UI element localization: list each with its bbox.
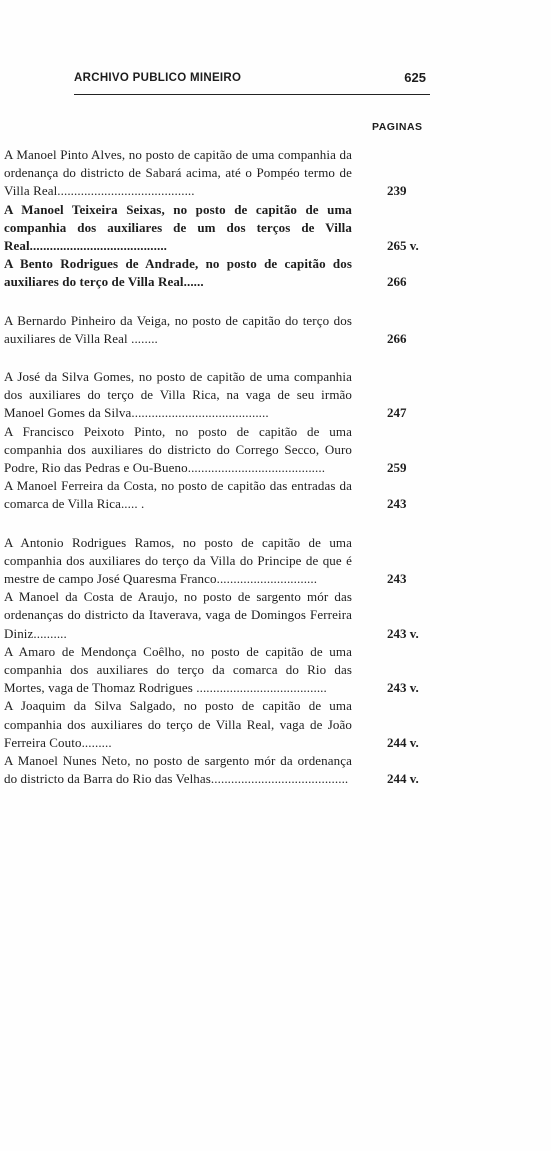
entry-page: 243 v. (387, 680, 419, 696)
index-entry (4, 423, 444, 478)
entry-page: 265 v. (387, 238, 419, 254)
page-number: 625 (404, 70, 426, 85)
header-rule (74, 94, 430, 95)
index-entry (4, 255, 444, 291)
entry-page: 243 (387, 571, 407, 587)
entry-page: 243 v. (387, 625, 419, 641)
running-header (74, 68, 430, 90)
entry-page: 266 (387, 330, 407, 346)
entry-text: A Bernardo Pinheiro da Veiga, no posto de capitão do terço dos auxiliares de Villa Real ........ (4, 312, 352, 346)
entry-text: A Manoel Nunes Neto, no posto de sargento mór da ordenança do districto da Barra do Rio das Velhas......................................... (4, 753, 352, 787)
pages-column-heading: PAGINAS (372, 121, 423, 133)
entry-page: 243 (387, 496, 407, 512)
entry-page: 266 (387, 274, 407, 290)
journal-title: ARCHIVO PUBLICO MINEIRO (74, 72, 242, 84)
index-entry (4, 312, 444, 348)
index-entries (0, 146, 440, 789)
entry-text: A Francisco Peixoto Pinto, no posto de capitão de uma companhia dos auxiliares do districto do Corrego Secco, Ouro Podre, Rio das Pedras e Ou-Bueno......................................... (4, 423, 352, 476)
entry-page: 244 v. (387, 734, 419, 750)
entry-text: A Manoel Teixeira Seixas, no posto de capitão de uma companhia dos auxiliares de um dos terços de Villa Real......................................... (4, 201, 352, 254)
entry-text: A José da Silva Gomes, no posto de capitão de uma companhia dos auxiliares do terço de Villa Rica, na vaga de seu irmão Manoel Gomes da Silva......................................... (4, 369, 352, 421)
index-entry (4, 477, 444, 513)
entry-text: A Joaquim da Silva Salgado, no posto de capitão de uma companhia dos auxiliares do terço de Villa Real, vaga de João Ferreira Couto......... (4, 698, 352, 750)
entry-page: 244 v. (387, 771, 419, 787)
entry-text: A Bento Rodrigues de Andrade, no posto de capitão dos auxiliares do terço de Villa Real...... (4, 256, 352, 290)
entry-page: 239 (387, 183, 407, 199)
index-entry (4, 588, 444, 643)
entry-text: A Antonio Rodrigues Ramos, no posto de capitão de uma companhia dos auxiliares do terço da Villa do Principe de que é mestre de campo José Quaresma Franco.............................. (4, 534, 352, 587)
index-entry (4, 146, 444, 201)
index-entry (4, 697, 444, 752)
entry-text: A Manoel da Costa de Araujo, no posto de sargento mór das ordenanças do districto da Itaverava, vaga de Domingos Ferreira Diniz.......... (4, 589, 352, 641)
index-entry (4, 201, 444, 256)
entry-text: A Manoel Pinto Alves, no posto de capitão de uma companhia da ordenança do districto de Sabará acima, até o Pompéo termo de Villa Real......................................... (4, 147, 352, 199)
entry-text: A Manoel Ferreira da Costa, no posto de capitão das entradas da comarca de Villa Rica..... . (4, 478, 352, 512)
index-entry (4, 368, 444, 423)
index-entry (4, 643, 444, 698)
entry-page: 259 (387, 460, 407, 476)
index-entry (4, 534, 444, 589)
entry-page: 247 (387, 405, 407, 421)
index-entry (4, 752, 444, 788)
entry-text: A Amaro de Mendonça Coêlho, no posto de capitão de uma companhia dos auxiliares do terço da comarca do Rio das Mortes, vaga de Thomaz Rodrigues ....................................... (4, 643, 352, 696)
